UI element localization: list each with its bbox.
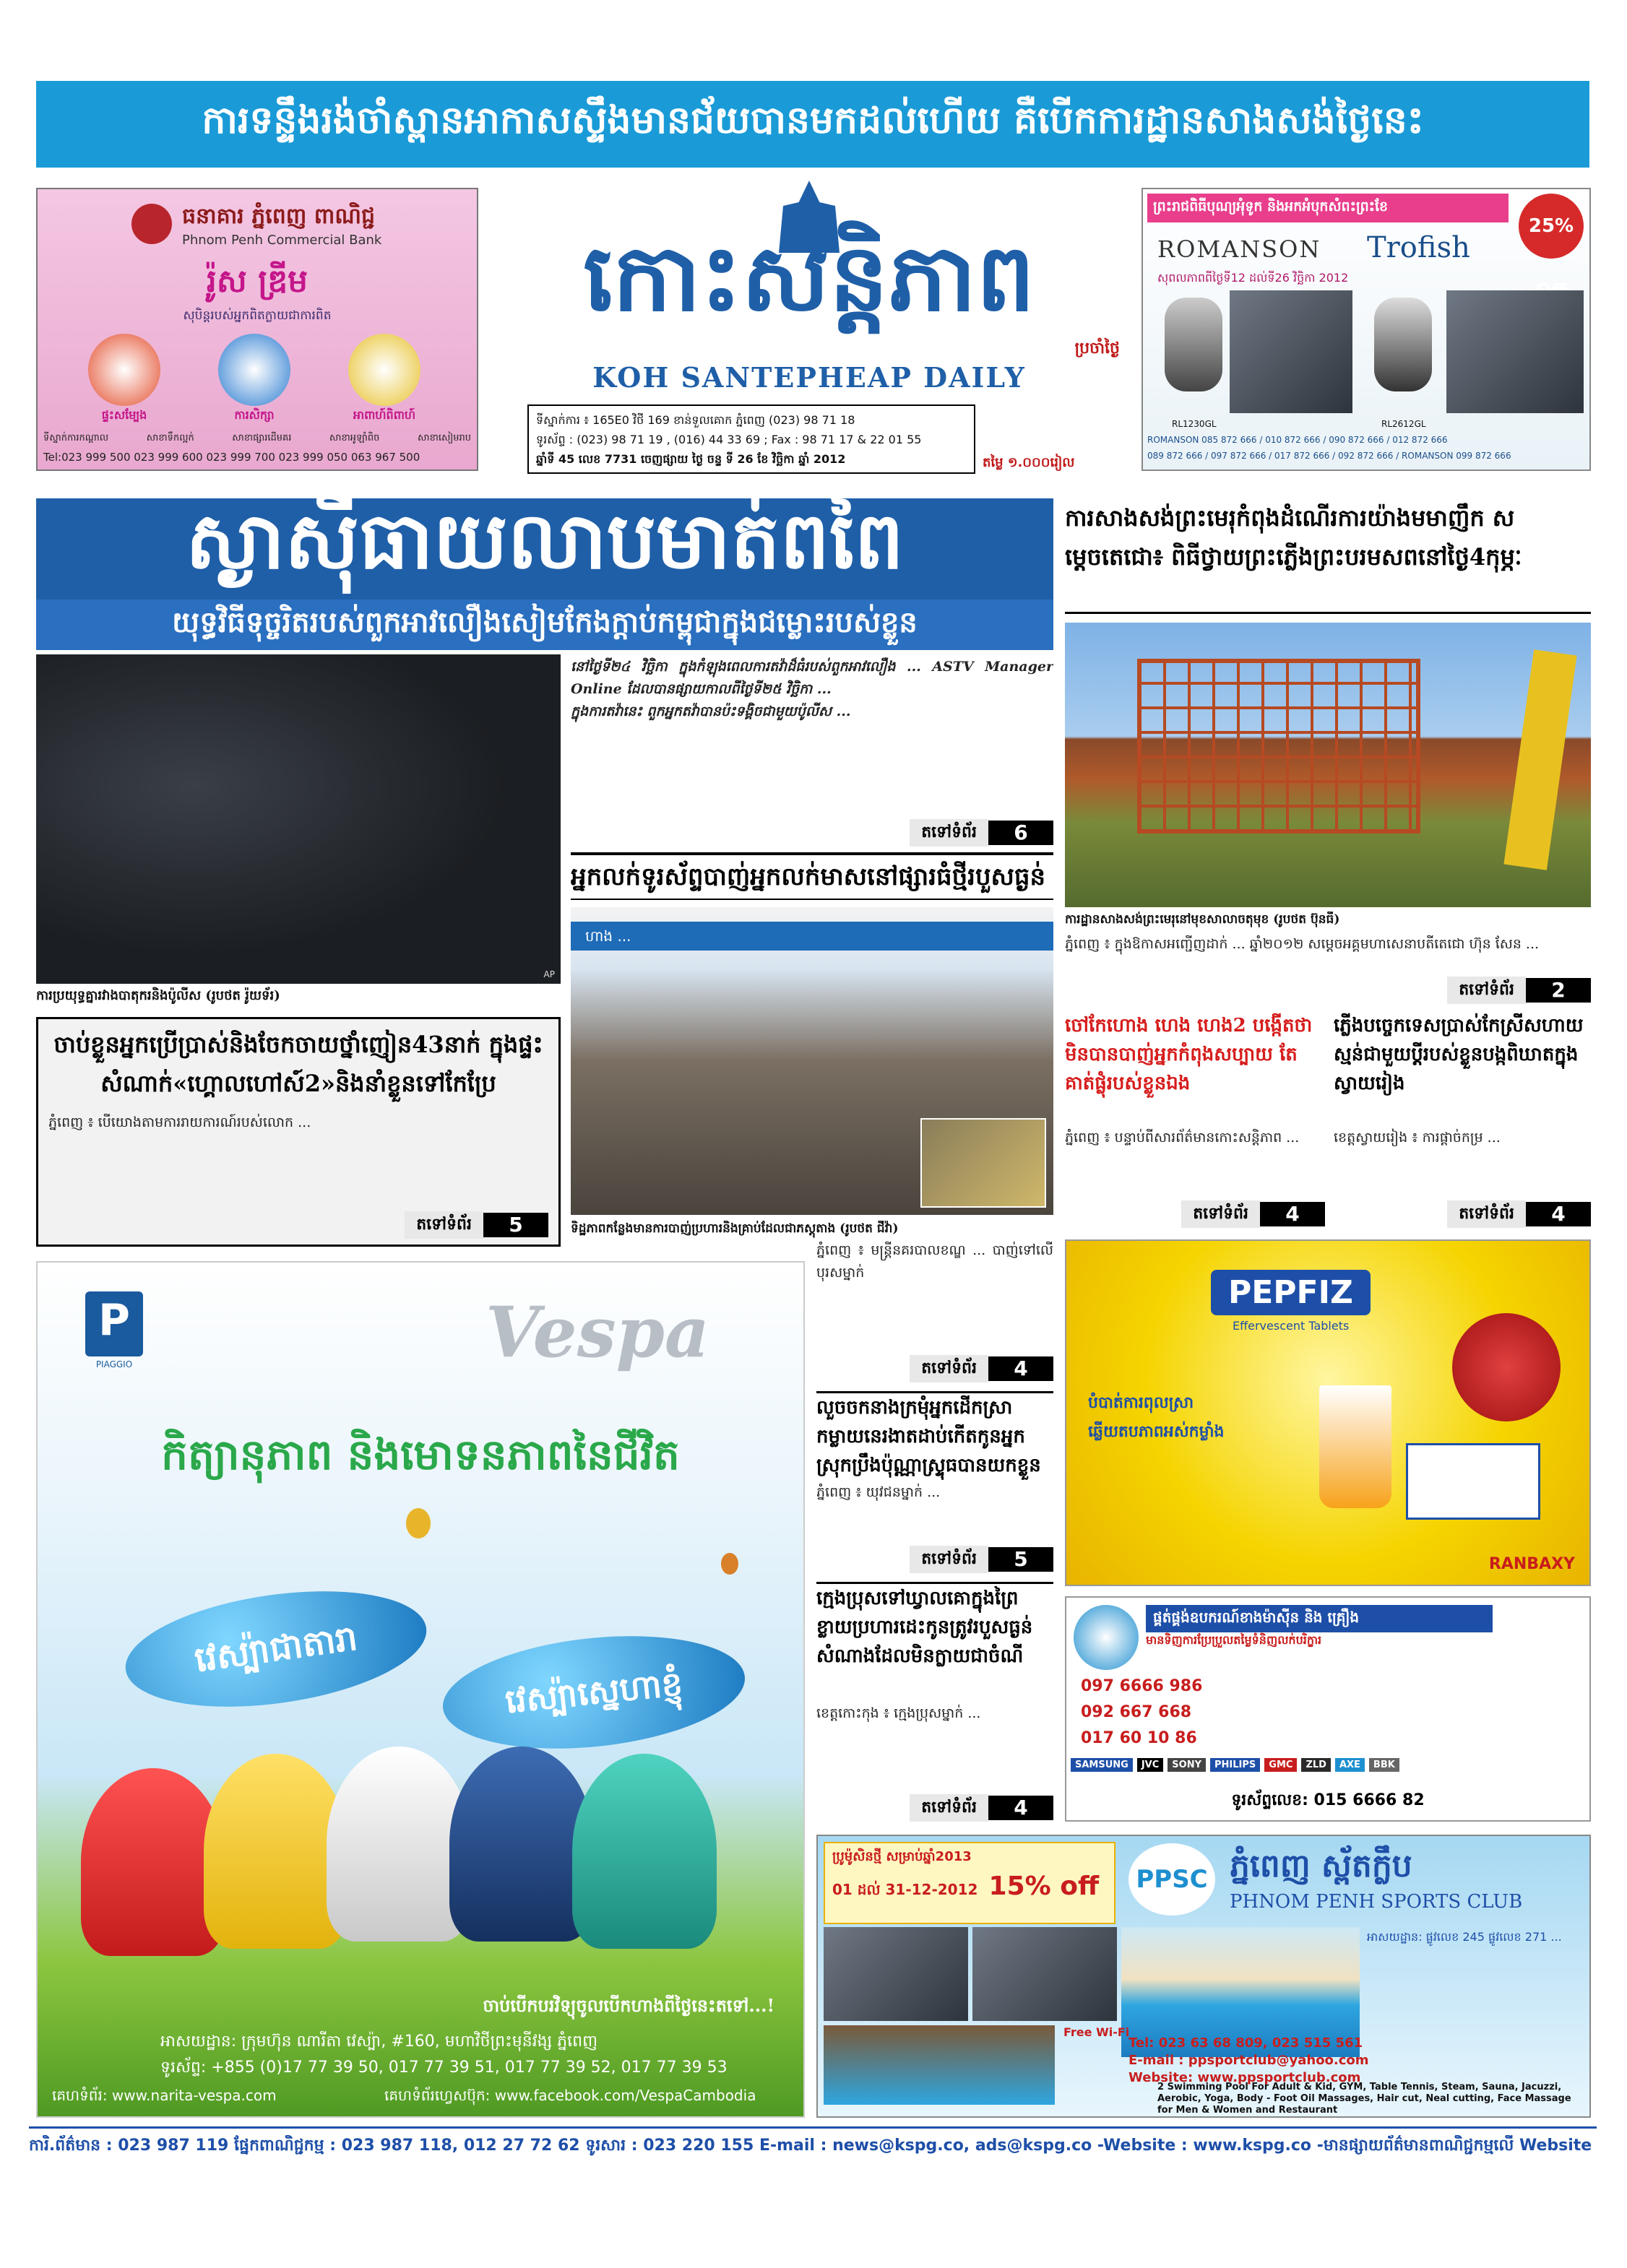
main-subheadline: យុទ្ធវិធីទុច្ចរិតរបស់ពួកអាវលឿងសៀមកែងក្តាប់កម្ពុជាក្នុងជម្លោះរបស់ខ្លួន xyxy=(172,605,918,639)
pepfiz-logo: PEPFIZ xyxy=(1211,1270,1371,1315)
mid-story-1[interactable] xyxy=(816,1239,1053,1382)
small-story-2-headline: ភ្លើងបច្ចេកទេសប្រាស់កែស្រីសហាយស្មន់ជាមួយប្តីរបស់ខ្លួនបង្កពិឃាតក្នុងស្វាយរៀង xyxy=(1334,1015,1584,1094)
pepfiz-ad[interactable] xyxy=(1065,1239,1591,1586)
turn-label: តទៅទំព័រ xyxy=(910,1794,988,1822)
mid-story-2[interactable] xyxy=(816,1391,1053,1573)
sports-promo: ប្រូម៉ូសិនថ្មី សម្រាប់ឆ្នាំ2013 xyxy=(832,1849,972,1864)
small-story-1-body: ភ្នំពេញ ៖ បន្ទាប់ពីសារព័ត៌មានកោះសន្តិភាព ... xyxy=(1065,1130,1300,1146)
masthead-daily: ប្រចាំថ្ងៃ xyxy=(1074,339,1120,358)
bank-item-2: ការសិក្សា xyxy=(234,408,275,422)
photo-credit: AP xyxy=(543,969,555,979)
vespa-bubble-2: វេស្ប៉ាស្នេហាខ្ញុំ xyxy=(437,1622,750,1762)
sports-tel: Tel: 023 63 68 809, 023 515 561 xyxy=(1128,2035,1363,2051)
romanson-dates: សុពលភាពពីថ្ងៃទី12 ដល់ទី26 វិច្ឆិកា 2012 xyxy=(1157,271,1349,285)
footer-contact: ការិ.ព័ត៌មាន : 023 987 119 ផ្នែកពាណិជ្ជកម្ម : 023 987 118, 012 27 72 62 ទូរសារ : 023 220 155 E-mail : news@kspg.co, ads@kspg.co -Website : www.kspg.co -មានផ្សាយព័ត៌មានពាណិជ្ជកម្មលើ Website xyxy=(29,2137,1592,2155)
footer-rule xyxy=(29,2126,1597,2129)
sports-indoor-pool-photo xyxy=(824,2025,1055,2105)
vespa-ad[interactable] xyxy=(36,1261,805,2118)
romanson-discount-badge: 25% xyxy=(1519,194,1584,259)
masthead-price: តម្លៃ ១.០០០រៀល xyxy=(983,455,1075,470)
bank-item-3: អាពាហ៍ពិពាហ៍ xyxy=(353,408,416,422)
masthead-title: កោះសន្តិភាព xyxy=(583,224,1035,332)
vespa-logo: Vespa xyxy=(485,1291,710,1373)
shooting-photo-caption: ទិដ្ឋភាពកន្លែងមានការបាញ់ប្រហារនិងគ្រាប់ដែលជាភស្តុតាង (រូបថត ជីវ៉ា) xyxy=(571,1221,899,1236)
watch-2-model: RL2612GL xyxy=(1381,419,1426,429)
sports-name-en: PHNOM PENH SPORTS CLUB xyxy=(1230,1891,1523,1913)
brand-logo: AXE xyxy=(1335,1758,1365,1772)
sports-logo: PPSC xyxy=(1128,1843,1215,1916)
bank-icon-house xyxy=(88,334,160,406)
mid-story-2-headline: លួចចកនាងក្រមុំអ្នកដើកស្រាកម្លាយនេរងាតដាប់កើតកូនអ្នកស្រុកប្រឹងប៉ុណ្ណាស្ទ្រុធបានយកខ្លួន xyxy=(816,1391,1053,1481)
brand-logo: PHILIPS xyxy=(1210,1758,1260,1772)
balloon-icon xyxy=(406,1508,431,1538)
shop-sign: ហាង ... xyxy=(571,922,1053,951)
sports-wifi: Free Wi-Fi xyxy=(1063,2025,1130,2039)
watch-2-icon xyxy=(1374,298,1432,391)
sports-email[interactable]: E-mail : ppsportclub@yahoo.com xyxy=(1128,2053,1369,2068)
turn-page: 5 xyxy=(988,1547,1053,1572)
sports-name-kh: ភ្នំពេញ ស្ព័តក្លឹប xyxy=(1230,1848,1412,1884)
turn-label: តទៅទំព័រ xyxy=(1447,977,1526,1004)
evidence-inset-photo xyxy=(920,1118,1046,1208)
sports-club-ad[interactable] xyxy=(816,1835,1591,2118)
bank-ad[interactable] xyxy=(36,188,478,471)
sports-massage-photo xyxy=(972,1927,1117,2021)
bank-branches xyxy=(43,432,471,446)
vespa-website[interactable]: គេហទំព័រ: www.narita-vespa.com xyxy=(52,2087,277,2104)
vespa-bubble-1: វេស្ប៉ាជាតារា xyxy=(118,1575,434,1724)
pepfiz-sub: Effervescent Tablets xyxy=(1233,1319,1350,1333)
arrest-headline: ចាប់ខ្លួនអ្នកប្រើប្រាស់និងចែកចាយថ្នាំញៀន43នាក់ ក្នុងផ្ទះសំណាក់«ហ្គោលហៅស៍2»និងនាំខ្លួនទៅកែប្រែ xyxy=(53,1031,543,1097)
turn-page: 4 xyxy=(988,1356,1053,1381)
turn-label: តទៅទំព័រ xyxy=(1181,1200,1260,1228)
romanson-headline: ព្រះរាជពិធីបុណ្យអុំទូក និងអកអំបុកសំពះព្រះខែ xyxy=(1147,194,1509,222)
scaffold-icon xyxy=(1137,659,1420,834)
bank-item-1: ផ្ទះសម្បែង xyxy=(101,408,147,422)
piaggio-logo-icon: P xyxy=(85,1291,143,1356)
brand-logo: SAMSUNG xyxy=(1071,1758,1133,1772)
sports-website[interactable]: Website: www.ppsportclub.com xyxy=(1128,2070,1361,2085)
turn-label: តទៅទំព័រ xyxy=(910,1355,988,1382)
turn-page: 2 xyxy=(1526,978,1591,1003)
vespa-facebook[interactable]: គេហទំព័រហ្វេសប៊ុក: www.facebook.com/VespaCambodia xyxy=(384,2087,756,2104)
crane-icon xyxy=(1503,649,1576,870)
bank-phones: Tel:023 999 500 023 999 600 023 999 700 023 999 050 063 967 500 xyxy=(43,451,420,464)
riot-photo-caption: ការប្រយុទ្ធគ្នារវាងបាតុករនិងប៉ូលីស (រូបថត រ៉ូយទ័រ) xyxy=(36,988,280,1003)
sports-promo-pct: 15% off xyxy=(988,1871,1100,1901)
brand-logo: JVC xyxy=(1137,1758,1163,1772)
bank-branch: សាខាអូឡាំពិច xyxy=(329,433,380,443)
pepfiz-line-2: ឆ្លើយតបភាពអស់កម្លាំង xyxy=(1088,1423,1225,1441)
riot-photo xyxy=(36,654,561,984)
bank-icon-education xyxy=(218,334,290,406)
pepfiz-seal-icon xyxy=(1452,1313,1561,1421)
pepfiz-maker: RANBAXY xyxy=(1488,1555,1575,1573)
mid-story-1-body: ភ្នំពេញ ៖ មន្ត្រីនគរបាលខណ្ឌ ... បាញ់ទៅលើបុរសម្នាក់ xyxy=(816,1242,1053,1281)
top-banner xyxy=(36,81,1589,168)
turn-label: តទៅទំព័រ xyxy=(1447,1200,1526,1228)
bank-tagline: សុបិន្តរបស់អ្នកពិតក្លាយជាការពិត xyxy=(183,308,332,323)
masthead-info-2: ទូរស័ព្ទ : (023) 98 71 19 , (016) 44 33 69 ; Fax : 98 71 17 & 22 01 55 xyxy=(536,433,922,446)
turn-label: តទៅទំព័រ xyxy=(910,819,988,847)
shop-contact: ទូរស័ព្ទលេខ: 015 6666 82 xyxy=(1231,1791,1425,1809)
pepfiz-line-1: បំបាត់ការពុលស្រា xyxy=(1088,1394,1194,1412)
pagoda-photo xyxy=(1065,623,1591,907)
sports-address: អាសយដ្ឋាន: ផ្លូវលេខ 245 ផ្លូវលេខ 271 ... xyxy=(1367,1930,1562,1944)
mid-story-2-turn[interactable] xyxy=(910,1546,1053,1573)
pagoda-headline[interactable]: ការសាងសង់ព្រះមេរុកំពុងដំណើរការយ៉ាងមមាញឹក សម្តេចតេជោ៖ ពិធីថ្វាយព្រះភ្លើងព្រះបរមសពនៅថ្ងៃ4កុម្ភៈ xyxy=(1065,498,1591,614)
small-story-2-body: ខេត្តស្វាយរៀង ៖ ការផ្តាច់កម្រ ... xyxy=(1334,1130,1501,1146)
shop-brands xyxy=(1071,1758,1585,1772)
pagoda-turn[interactable] xyxy=(1373,977,1591,1004)
shop-ad[interactable] xyxy=(1065,1596,1591,1822)
trofish-brand: Trofish xyxy=(1367,231,1470,264)
brand-logo: GMC xyxy=(1264,1758,1297,1772)
masthead xyxy=(499,181,1120,477)
main-headline[interactable]: ស្ងាស៊ីធាយលាបមាត់ពពៃ xyxy=(185,495,905,587)
turn-page: 5 xyxy=(483,1213,548,1237)
mid-story-3[interactable] xyxy=(816,1582,1053,1822)
mid-story-3-turn[interactable] xyxy=(910,1794,1053,1822)
shop-sub: មានទិញការប្រែប្រួលតម្លៃទំនិញលក់បរិក្ខារ xyxy=(1146,1633,1322,1647)
vespa-promo: ចាប់បើកបរវិទ្យុចូលបើកហាងពីថ្ងៃនេះតទៅ...! xyxy=(483,1995,774,2016)
brand-logo: SONY xyxy=(1168,1758,1206,1772)
bank-name-en: Phnom Penh Commercial Bank xyxy=(182,233,382,248)
arrest-story-box[interactable] xyxy=(36,1017,561,1247)
shooting-photo xyxy=(571,907,1053,1215)
pagoda-caption: ការដ្ឋានសាងសង់ព្រះមេរុនៅមុខសាលាចតុមុខ (រូបថត ប៊ុនធី) xyxy=(1065,912,1340,927)
shop-phone-1: 097 6666 986 xyxy=(1081,1677,1203,1695)
turn-page: 4 xyxy=(1260,1202,1325,1226)
bank-branch: ទីស្នាក់ការកណ្តាល xyxy=(43,433,109,443)
shooting-headline[interactable]: អ្នកលក់ទូរស័ព្ទបាញ់អ្នកលក់មាសនៅផ្សារធំថ្មីរបួសធ្ងន់ xyxy=(571,852,1053,900)
masthead-issue: ឆ្នាំទី 45 លេខ 7731 ចេញផ្សាយ ថ្ងៃ ចន្ទ ទី 26 ខែ វិច្ឆិកា ឆ្នាំ 2012 xyxy=(536,452,846,466)
small-story-1-turn[interactable] xyxy=(1181,1200,1325,1228)
vespa-address: អាសយដ្ឋាន: ក្រុមហ៊ុន ណារីតា វេស្ប៉ា, #160, មហាវិថីព្រះមុនីវង្ស ភ្នំពេញ xyxy=(160,2033,598,2051)
bank-logo-icon xyxy=(131,204,172,244)
main-story-paragraph-1: នៅថ្ងៃទី២៤ វិច្ឆិកា ក្នុងកំឡុងពេលការតវ៉ាដ៏ធំរបស់ពួកអាវលឿង ... ASTV Manager Online ដែលបានផ្សាយកាលពីថ្ងៃទី២៥ វិច្ឆិកា ... xyxy=(571,659,1053,697)
arrest-turn[interactable] xyxy=(405,1211,548,1239)
model-2-photo xyxy=(1446,290,1584,413)
sports-features: 2 Swimming Pool For Adult & Kid, GYM, Table Tennis, Steam, Sauna, Jacuzzi, Aerobic, Yoga, Body - Foot Oil Massages, Hair cut, Neal cutting, Face Massage for Men & Women and Restaurant xyxy=(1157,2082,1571,2116)
small-story-2-turn[interactable] xyxy=(1447,1200,1591,1228)
mid-story-3-body: ខេត្តកោះកុង ៖ ក្មេងប្រុសម្នាក់ ... xyxy=(816,1705,981,1721)
bank-branch: សាខាសៀមរាប xyxy=(417,433,471,443)
mid-story-1-turn[interactable] xyxy=(910,1355,1053,1382)
arrest-body: ភ្នំពេញ ៖ បើយោងតាមការរាយការណ៍របស់លោក ... xyxy=(48,1114,311,1130)
vespa-phones: ទូរស័ព្ទ: +855 (0)17 77 39 50, 017 77 39 51, 017 77 39 52, 017 77 39 53 xyxy=(160,2059,728,2077)
masthead-info-1: ទីស្នាក់ការ ៖ 165E0 វិថី 169 ខាន់ទួលគោក ភ្នំពេញ (023) 98 71 18 xyxy=(536,413,855,427)
shop-headline: ផ្គត់ផ្គង់ឧបករណ៍ខាងម៉ាស៊ីន និង គ្រឿង xyxy=(1146,1605,1493,1632)
romanson-contact-2: 089 872 666 / 097 872 666 / 017 872 666 / 092 872 666 / ROMANSON 099 872 666 xyxy=(1147,451,1511,461)
sports-gym-photo xyxy=(824,1927,968,2021)
turn-page: 6 xyxy=(988,821,1053,845)
romanson-brand: ROMANSON xyxy=(1157,235,1321,263)
masthead-info-box xyxy=(527,404,975,474)
turn-label: តទៅទំព័រ xyxy=(405,1211,483,1239)
piaggio-brand: PIAGGIO xyxy=(95,1359,133,1369)
watch-1-model: RL1230GL xyxy=(1172,419,1217,429)
pagoda-body: ភ្នំពេញ ៖ ក្នុងឱកាសអញ្ជើញដាក់ ... ឆ្នាំ២០១២ សម្តេចអគ្គមហាសេនាបតីតេជោ ហ៊ុន សែន ... xyxy=(1065,936,1540,952)
romanson-contact-1: ROMANSON 085 872 666 / 010 872 666 / 090 872 666 / 012 872 666 xyxy=(1147,435,1448,445)
balloon-icon xyxy=(721,1553,738,1575)
small-story-1[interactable] xyxy=(1065,1011,1325,1228)
watch-1-icon xyxy=(1165,298,1222,391)
bank-name-kh: ធនាគារ ភ្នំពេញ ពាណិជ្ជ xyxy=(182,204,375,229)
main-story-paragraph-2: ក្នុងការតវ៉ានេះ ពួកអ្នកតវ៉ាបានប៉ះទង្គិចជាមួយប៉ូលីស ... xyxy=(571,704,851,719)
main-story-body xyxy=(571,656,1053,822)
turn-label: តទៅទំព័រ xyxy=(910,1546,988,1573)
model-1-photo xyxy=(1230,290,1352,413)
pepfiz-glass-icon xyxy=(1319,1385,1391,1508)
pepfiz-box-icon xyxy=(1406,1443,1540,1520)
sports-promo-box xyxy=(824,1842,1115,1924)
turn-page: 4 xyxy=(988,1796,1053,1820)
bank-product: រ៉ូស ឌ្រីម xyxy=(206,263,308,300)
shop-phone-3: 017 60 10 86 xyxy=(1081,1729,1197,1747)
vespa-tagline: កិត្យានុភាព និងមោទនភាពនៃជីវិត xyxy=(161,1430,680,1479)
turn-page: 4 xyxy=(1526,1202,1591,1226)
mid-story-3-headline: ក្មេងប្រុសទៅឃ្វាលគោក្នុងព្រៃ ខ្លាយប្រហារដេះកូនត្រូវរបួសធ្ងន់សំណាងដែលមិនក្លាយជាចំណី xyxy=(816,1582,1053,1702)
bank-branch: សាខាផ្សារដើមគរ xyxy=(232,433,292,443)
scooter-green-icon xyxy=(572,1754,717,1949)
bank-branch: សាខាទឹកល្អក់ xyxy=(146,433,194,443)
sports-promo-dates: 01 ដល់ 31-12-2012 xyxy=(832,1881,978,1898)
small-story-2[interactable] xyxy=(1334,1011,1591,1228)
bank-icon-wedding xyxy=(348,334,420,406)
masthead-title-en: KOH SANTEPHEAP DAILY xyxy=(592,361,1026,394)
mid-story-2-body: ភ្នំពេញ ៖ យុវជនម្នាក់ ... xyxy=(816,1484,941,1500)
top-banner-headline: ការទន្ទឹងរង់ចាំស្ពានអាកាសស្ទឹងមានជ័យបានមកដល់ហើយ គឺបើកការដ្ឋានសាងសង់ថ្ងៃនេះ xyxy=(202,98,1424,142)
main-story-turn[interactable] xyxy=(816,819,1053,847)
small-story-1-headline: ចៅកែហោង ហេង ហេង2 បង្កើតថាមិនបានបាញ់អ្នកកំពុងសប្បាយ តែគាត់ផ្លុំរបស់ខ្លួនឯង xyxy=(1065,1015,1313,1094)
shop-logo-icon xyxy=(1074,1605,1139,1670)
brand-logo: BBK xyxy=(1369,1758,1399,1772)
romanson-ad[interactable] xyxy=(1142,188,1591,471)
main-headline-box xyxy=(36,495,1053,600)
shop-phone-2: 092 667 668 xyxy=(1081,1703,1192,1721)
main-subheadline-box xyxy=(36,600,1053,650)
brand-logo: ZLD xyxy=(1301,1758,1331,1772)
